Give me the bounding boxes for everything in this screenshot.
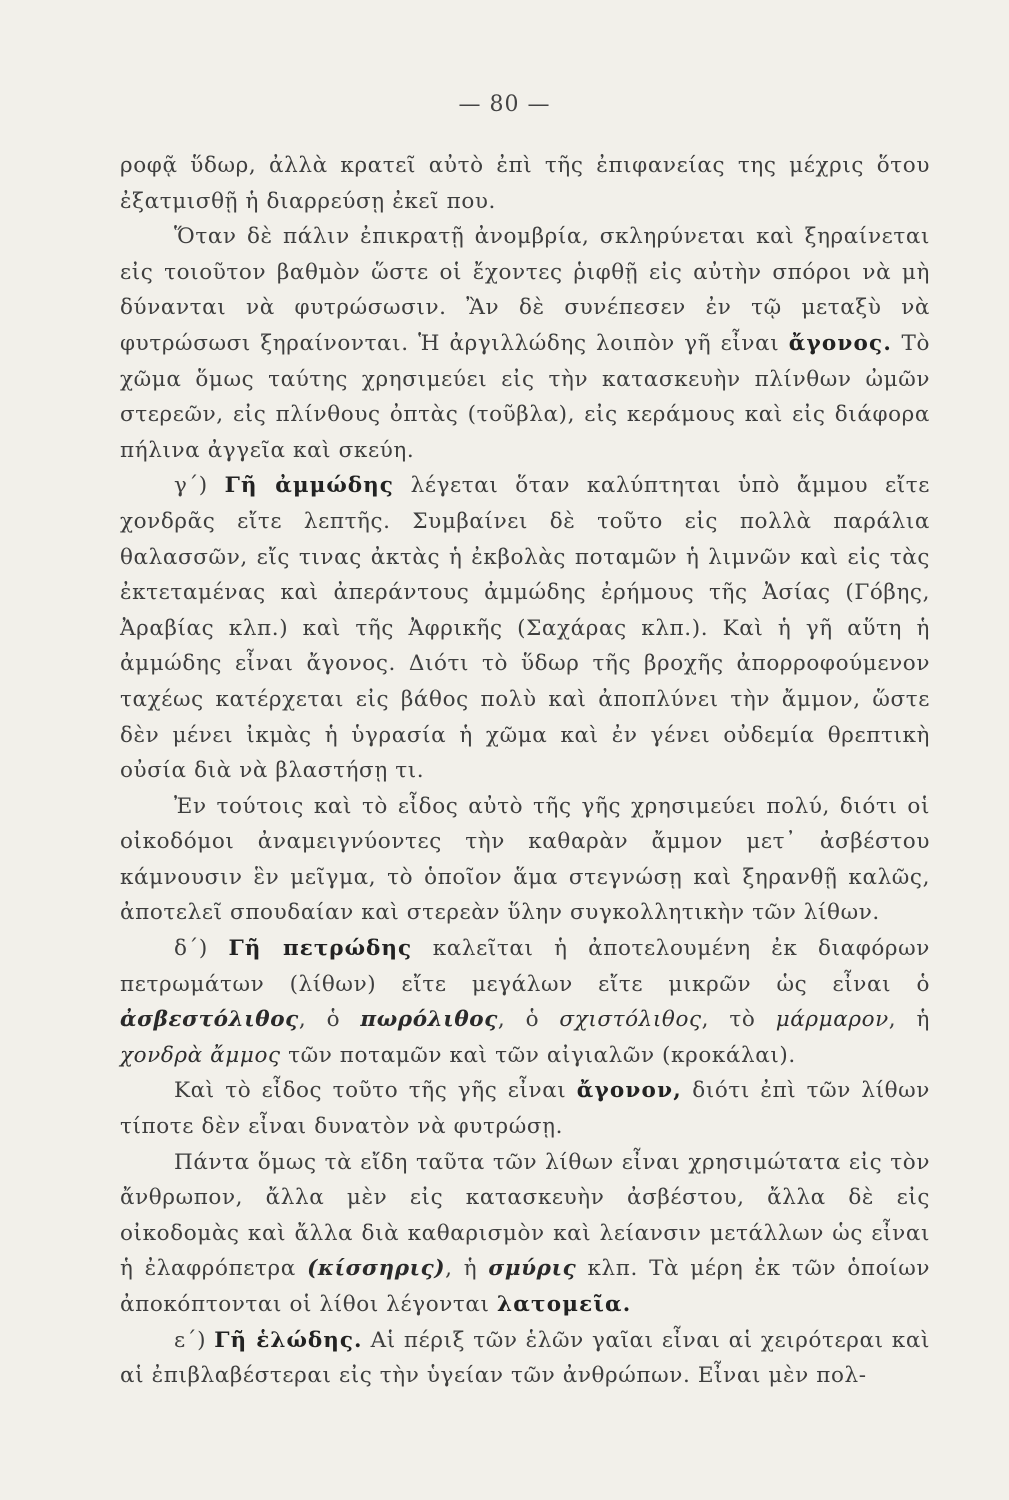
section-heading-petrodis: Γῆ πετρώδης — [228, 936, 413, 962]
text-run: καλεῖται ἡ ἀποτελουμένη ἐκ διαφόρων πετρωμάτων (λίθων) εἴτε μεγάλων εἴτε μικρῶν ὡς εἶναι ὁ — [120, 936, 930, 997]
term-marmaron: μάρμαρον — [775, 1007, 889, 1033]
paragraph-3 — [120, 468, 930, 788]
section-marker: δ΄) — [174, 936, 229, 962]
text-run: , τὸ — [701, 1007, 776, 1033]
text-run: Τὸ χῶμα ὅμως ταύτης χρησιμεύει εἰς τὴν κατασκευὴν πλίνθων ὠμῶν στερεῶν, εἰς πλίνθους ὀπτὰς (τοῦβλα), εἰς κεράμους καὶ εἰς διάφορα πήλινα ἀγγεῖα καὶ σκεύη. — [120, 330, 930, 463]
term-porolithos: πωρόλιθος — [360, 1007, 498, 1033]
text-run: , ὁ — [497, 1007, 560, 1033]
paragraph-2 — [120, 219, 930, 468]
paragraph-1: ροφᾷ ὕδωρ, ἀλλὰ κρατεῖ αὐτὸ ἐπὶ τῆς ἐπιφανείας της μέχρις ὅτου ἐξατμισθῇ ἡ διαρρεύσῃ ἐκεῖ που. — [120, 153, 930, 214]
text-run: Καὶ τὸ εἶδος τοῦτο τῆς γῆς εἶναι — [174, 1078, 577, 1104]
page-body — [120, 148, 930, 1394]
section-marker: γ΄) — [174, 473, 225, 499]
paragraph-7 — [120, 1145, 930, 1323]
text-run: λέγεται ὅταν καλύπτηται ὑπὸ ἄμμου εἴτε χονδρᾶς εἴτε λεπτῆς. Συμβαίνει δὲ τοῦτο εἰς πολλὰ παράλια θαλασσῶν, εἴς τινας ἀκτὰς ἡ ἐκβολὰς ποταμῶν ἡ λιμνῶν καὶ εἰς τὰς ἐκτεταμένας καὶ ἀπεράντους ἀμμώδης ἐρήμους τῆς Ἀσίας (Γόβης, Ἀραβίας κλπ.) καὶ τῆς Ἀφρικῆς (Σαχάρας κλπ.). Καὶ ἡ γῆ αὕτη ἡ ἀμμώδης εἶναι ἄγονος. Διότι τὸ ὕδωρ τῆς βροχῆς ἀπορροφούμενον ταχέως κατέρχεται εἰς βάθος πολὺ καὶ ἀποπλύνει τὴν ἄμμον, ὥστε δὲν μένει ἰκμὰς ἡ ὑγρασία ἡ χῶμα καὶ ἐν γένει οὐδεμία θρεπτικὴ οὐσία διὰ νὰ βλαστήσῃ τι. — [120, 473, 930, 784]
term-asvestolithos: ἀσβεστόλιθος — [120, 1007, 299, 1033]
text-run: κλπ. Τὰ μέρη ἐκ τῶν ὁποίων ἀποκόπτονται οἱ λίθοι λέγονται — [120, 1256, 930, 1317]
term-agonon: ἄγονον, — [576, 1078, 682, 1104]
text-run: Αἱ πέριξ τῶν ἑλῶν γαῖαι εἶναι αἱ χειρότεραι καὶ αἱ ἐπιβλαβέστεραι εἰς τὴν ὑγείαν τῶν ἀνθρώπων. Εἶναι μὲν πολ- — [120, 1327, 930, 1389]
section-heading-ammodis: Γῆ ἀμμώδης — [224, 473, 394, 499]
text-run: , ἡ — [888, 1007, 930, 1033]
term-chondra-ammos: χονδρὰ ἄμμος — [120, 1042, 281, 1068]
term-smyris: σμύρις — [488, 1256, 577, 1282]
term-schistolithos: σχιστόλιθος — [559, 1007, 702, 1033]
paragraph-5 — [120, 931, 930, 1073]
term-latomeia: λατομεῖα. — [497, 1292, 632, 1317]
text-run: Πάντα ὅμως τὰ εἴδη ταῦτα τῶν λίθων εἶναι χρησιμώτατα εἰς τὸν ἄνθρωπον, ἄλλα μὲν εἰς κατασκευὴν ἀσβέστου, ἄλλα δὲ εἰς οἰκοδομὰς καὶ ἄλλα διὰ καθαρισμὸν καὶ λείανσιν μετάλλων ὡς εἶναι ἡ ἐλαφρόπετρα — [120, 1149, 930, 1282]
text-run: τῶν ποταμῶν καὶ τῶν αἰγιαλῶν (κροκάλαι). — [280, 1042, 796, 1068]
section-marker: ε΄) — [174, 1327, 215, 1353]
text-run: διότι ἐπὶ τῶν λίθων τίποτε δὲν εἶναι δυνατὸν νὰ φυτρώσῃ. — [120, 1078, 930, 1140]
text-run: Ὅταν δὲ πάλιν ἐπικρατῇ ἀνομβρία, σκληρύνεται καὶ ξηραίνεται εἰς τοιοῦτον βαθμὸν ὥστε οἱ ἔχοντες ῥιφθῇ εἰς αὐτὴν σπόροι νὰ μὴ δύνανται νὰ φυτρώσωσιν. Ἂν δὲ συνέπεσεν ἐν τῷ μεταξὺ νὰ φυτρώσωσι ξηραίνονται. Ἡ ἀργιλλώδης λοιπὸν γῆ εἶναι — [120, 224, 930, 356]
paragraph-8 — [120, 1323, 930, 1394]
section-heading-elodis: Γῆ ἑλώδης. — [214, 1327, 363, 1353]
text-run: , ἡ — [445, 1256, 489, 1282]
paragraph-6 — [120, 1073, 930, 1144]
page-number: — 80 — — [458, 92, 551, 117]
text-run: , ὁ — [298, 1007, 361, 1033]
paragraph-4: Ἐν τούτοις καὶ τὸ εἶδος αὐτὸ τῆς γῆς χρησιμεύει πολύ, διότι οἱ οἰκοδόμοι ἀναμειγνύοντες τὴν καθαρὰν ἄμμον μετ᾽ ἀσβέστου κάμνουσιν ἓν μεῖγμα, τὸ ὁποῖον ἅμα στεγνώσῃ καὶ ξηρανθῇ καλῶς, ἀποτελεῖ σπουδαίαν καὶ στερεὰν ὕλην συγκολλητικὴν τῶν λίθων. — [120, 793, 930, 926]
term-agonos: ἄγονος. — [788, 330, 893, 356]
term-kissiris: (κίσσηρις) — [307, 1256, 446, 1282]
